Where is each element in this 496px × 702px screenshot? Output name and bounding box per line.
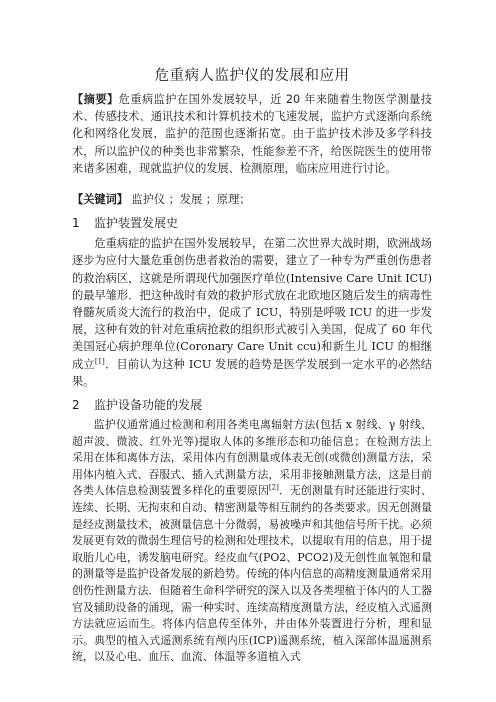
- paragraph-text: 监护仪通常通过检测和利用各类电离辐射方法(包括 x 射线、γ 射线、超声波、微波、红外光等)提取人体的多维形态和功能信息；在检测方法上采用在体和离体方法，采用体内有创测量或体表无创(或微创)测量方法，采用体内植入式、吞服式、插入式测量方法，采用非接触测量方法，这是目前各类人体信息检测装置多样化的重要原因: [72, 418, 432, 498]
- keywords-label: 【关键词】: [72, 193, 128, 207]
- section-1-paragraph: [72, 235, 432, 390]
- section-title: 监护设备功能的发展: [94, 398, 203, 413]
- paragraph-text: ．目前认为这种 ICU 发展的趋势是医学发展到一定水平的必然结果。: [72, 357, 432, 388]
- section-heading-1: [72, 214, 432, 231]
- section-number: 1: [72, 216, 80, 231]
- paragraph-text: 危重病症的监护在国外发展较早，在第二次世界大战时期，欧洲战场逐步为应付大量危重创伤患者救治的需要，建立了一种专为严重创伤患者的救治病区，这就是所谓现代加强医疗单位(Intensive Care Unit ICU)的最早雏形．把这种战时有效的救护形式放在北欧地区随后发生的病毒性脊髓灰质炎大流行的救治中，促成了 ICU，特别是呼吸 ICU 的进一步发展，这种有效的针对危重病抢救的组织形式被引入美国，促成了 60 年代美国冠心病护理单位(Coronary Care Unit ccu)和新生儿 ICU 的相继成立: [72, 237, 432, 371]
- citation-ref: [2]: [268, 483, 279, 492]
- keywords: [72, 191, 432, 208]
- citation-ref: [1]: [94, 356, 105, 365]
- section-heading-2: [72, 396, 432, 413]
- abstract-label: 【摘要】: [72, 93, 119, 106]
- keywords-text: 监护仪 ；发展 ；原理；: [127, 193, 251, 207]
- abstract: [72, 91, 432, 177]
- abstract-text: 危重病监护在国外发展较早，近 20 年来随着生物医学测量技术、传感技术、通讯技术和计算机技术的飞速发展，监护方式逐渐向系统化和网络化发展，监护的范围也逐渐拓宽。由于监护技术涉及多学科技术，所以监护仪的种类也非常繁杂，性能参差不齐，给医院医生的使用带来诸多困难，现就监护仪的发展、检测原理，临床应用进行讨论。: [72, 93, 432, 175]
- section-2-paragraph: [72, 417, 432, 666]
- paper-title: 危重病人监护仪的发展和应用: [154, 68, 350, 84]
- section-number: 2: [72, 398, 80, 413]
- paragraph-text: ．无创测量有时还能进行实时、连续、长期、无拘束和自动、精密测量等相互制约的各类要求。因无创测量是经皮测量技术，被测量信息十分微弱，易被噪声和其他信号所干扰。必须发展更有效的微弱生理信号的检测和处理技术，以提取有用的信息，用于提取胎儿心电，诱发脑电研究。经皮血气(PO2、PCO2)及无创性血氧饱和量的测量等是监护设备发展的新趋势。传统的体内信息的高精度测量通常采用创伤性测量方法．但随着生命科学研究的深入以及各类埋植于体内的人工器官及辅助设备的涌现，需一种实时、连续高精度测量方法，经皮植入式遥测方法就应运而生。将体内信息传至体外，并由体外装置进行分析，理和显示。典型的植入式遥测系统有颅内压(ICP)遥测系统，植入深部体温遥测系统，以及心电、血压、血流、体温等多道植入式: [72, 484, 432, 664]
- section-title: 监护装置发展史: [94, 216, 179, 231]
